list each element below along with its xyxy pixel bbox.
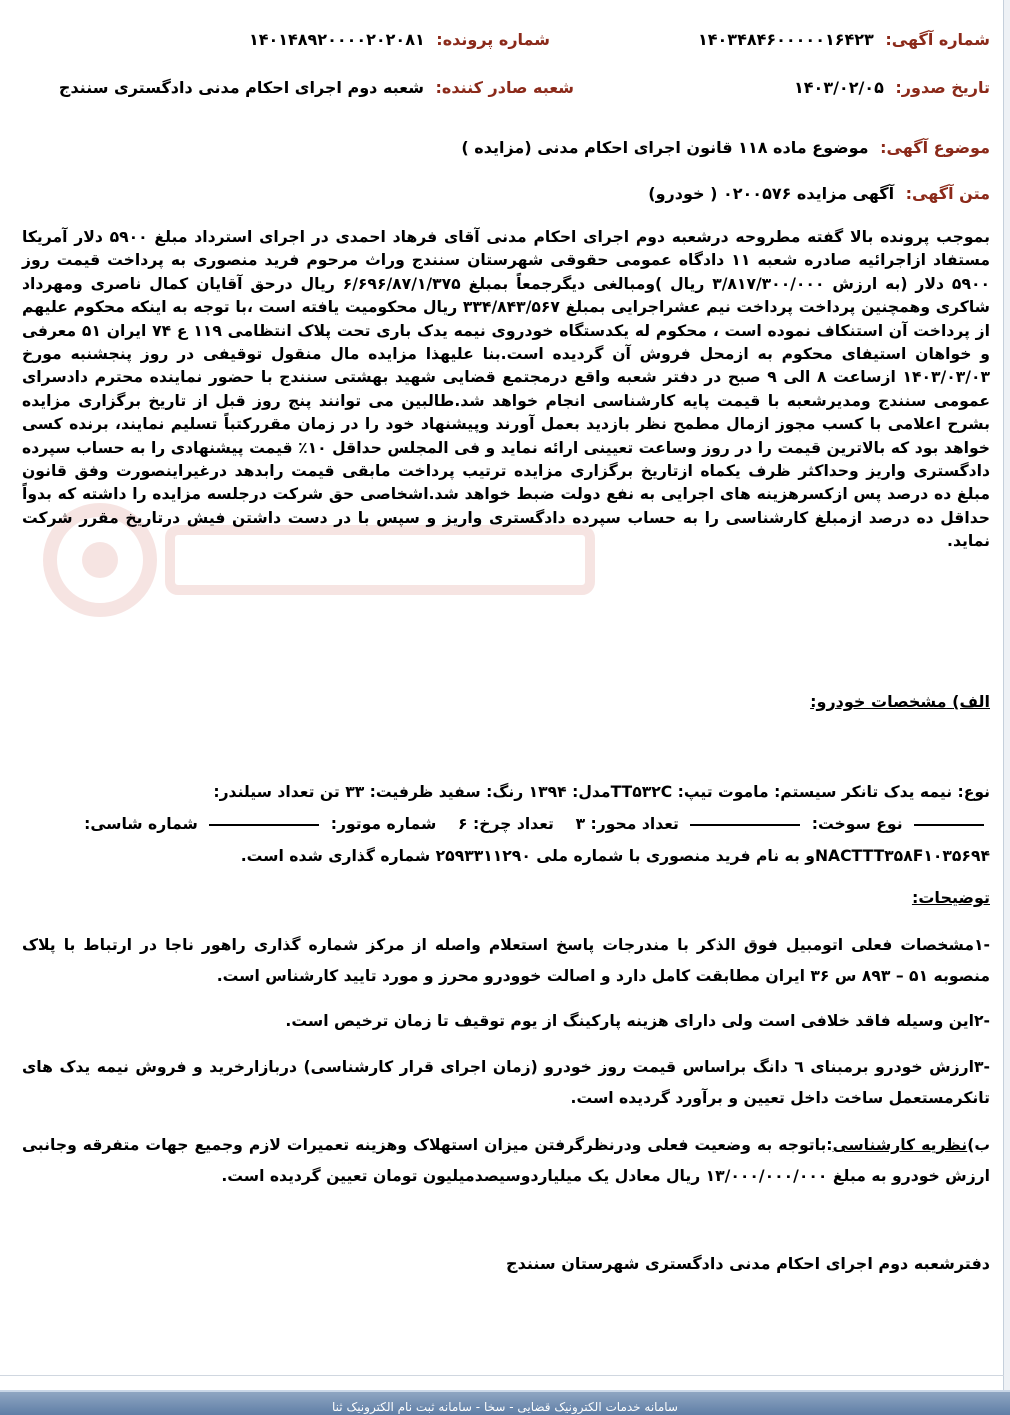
notes-title: توضیحات:: [911, 888, 990, 907]
bottom-bar: سامانه خدمات الکترونیک قضایی - سخا - سامانه ثبت نام الکترونیک ثنا: [0, 1390, 1010, 1415]
wheels: تعداد چرخ: ۶: [458, 815, 554, 833]
text-title: آگهی مزایده ۰۲۰۰۵۷۶ ( خودرو): [648, 184, 895, 203]
axles: تعداد محور: ۳: [575, 815, 679, 833]
issuer-label: شعبه صادر کننده:: [435, 78, 574, 97]
expert-prefix: ب): [967, 1136, 990, 1154]
case-number-row: [249, 30, 550, 49]
divider: [0, 1375, 1004, 1376]
expert-label: نظریه کارشناسی: [832, 1136, 968, 1154]
issue-date: ۱۴۰۳/۰۲/۰۵: [794, 78, 884, 97]
specs-title: [810, 692, 990, 711]
footer-office: دفترشعبه دوم اجرای احکام مدنی دادگستری شهرستان سنندج: [506, 1254, 990, 1273]
specs-title-text: مشخصات خودرو:: [810, 692, 947, 711]
spec-line-1: نوع: نیمه یدک تانکر سیستم: ماموت تیپ: TT۵۳۲Cمدل: ۱۳۹۴ رنگ: سفید ظرفیت: ۳۳ تن تعداد سیلندر:: [213, 783, 990, 801]
dash-fuel-left: [914, 824, 984, 826]
fuel-label: نوع سوخت:: [811, 815, 903, 833]
specs-title-prefix: الف): [952, 692, 990, 711]
text-label: متن آگهی:: [905, 184, 990, 203]
ad-number-label: شماره آگهی:: [885, 30, 990, 49]
notice-body: بموجب پرونده بالا گفته مطروحه درشعبه دوم اجرای احکام مدنی آقای فرهاد احمدی در اجرای استرداد مبلغ ۵۹۰۰ دلار آمریکا مستفاد ازاجرائیه صادره شعبه ۱۱ دادگاه عمومی حقوقی شهرستان سنندج وراث مرحوم فرید منصوری به پرداخت قیمت روز ۵۹۰۰ دلار (به ارزش ۳/۸۱۷/۳۰۰/۰۰۰ ریال )ومبالغی دیگرجمعاً بمبلغ ۶/۶۹۶/۸۷/۱/۳۷۵ ریال درحق آقایان کمال ناصری ومهرداد شاکری وهمچنین پرداخت پرداخت نیم عشراجرایی بمبلغ ۳۳۴/۸۴۳/۵۶۷ ریال محکومیت یافته است ،با توجه به اینکه محکوم علیهم از پرداخت آن استنکاف نموده است ، محکوم له یکدستگاه خودروی نیمه یدک باری تحت پلاک انتظامی ۱۱۹ ع ۷۴ ایران ۵۱ معرفی و خواهان استیفای محکوم به ازمحل فروش آن گردیده است.بنا علیهذا مزایده مال منقول توقیفی در روز پنجشنبه مورخ ۱۴۰۳/۰۳/۰۳ ازساعت ۸ الی ۹ صبح در دفتر شعبه واقع درمجتمع قضایی شهید بهشتی سنندج با حضور نماینده محترم دادسرای عمومی سنندج ومدیرشعبه با قیمت پایه کارشناسی انجام خواهد شد.طالبین می توانند پنج روز قبل از تاریخ برگزاری مزایده بشرح اعلامی با کسب مجوز ازمال مطمح نظر بازدید بعمل آورند وپیشنهاد خود را در زمان مقررکتباً تسلیم نمایند، برنده کسی خواهد بود که بالاترین قیمت را در روز وساعت تعیینی ارائه نماید و فی المجلس حداقل ۱۰٪ قیمت پیشنهادی را به حساب سپرده دادگستری واریز وحداکثر ظرف یکماه ازتاریخ برگزاری مزایده ترتیب پرداخت مابقی قیمت رابدهد درغیراینصورت وفق قانون مبلغ ده درصد پس ازکسرهزینه های اجرایی به نفع دولت ضبط خواهد شد.اشخاصی حق شرکت درجلسه مزایده را داشته که بدواً حداقل ده درصد ازمبلغ کارشناسی را به حساب سپرده دادگستری واریز و سپس با در دست داشتن فیش درتاریخ مقرر شرکت نماید.: [22, 228, 991, 551]
ad-number: ۱۴۰۳۴۸۴۶۰۰۰۰۰۱۶۴۲۳: [698, 30, 874, 49]
note-3: -۳ارزش خودرو برمبنای ٦ دانگ براساس قیمت روز خودرو (زمان اجرای قرار کارشناسی) دربازارخرید و فروش نیمه یدک های تانکرمستعمل ساخت داخل تعیین و برآورد گردیده است.: [22, 1058, 990, 1107]
spec-line-3: NACTTT۳۵۸F۱۰۳۵۶۹۴و به نام فرید منصوری با شماره ملی ۲۵۹۳۳۱۱۲۹۰ شماره گذاری شده است.: [240, 847, 990, 865]
case-number: ۱۴۰۱۴۸۹۲۰۰۰۰۲۰۲۰۸۱: [248, 30, 425, 49]
fuel-blank: [690, 824, 800, 826]
issue-date-label: تاریخ صدور:: [895, 78, 990, 97]
issue-date-row: [794, 78, 990, 97]
text-title-row: [648, 184, 990, 203]
chassis-label: شماره شاسی:: [84, 815, 198, 833]
note-2: -۲این وسیله فاقد خلافی است ولی دارای هزینه پارکینگ از یوم توقیف تا زمان ترخیص است.: [285, 1012, 990, 1030]
ad-number-row: [698, 30, 990, 49]
issuer-row: [59, 78, 574, 97]
subject-row: [461, 138, 990, 157]
issuer: شعبه دوم اجرای احکام مدنی دادگستری سنندج: [58, 78, 424, 97]
expert-text: :باتوجه به وضعیت فعلی ودرنظرگرفتن میزان استهلاک وهزینه تعمیرات لازم وجمیع جهات متفرقه وجانبی ارزش خودرو به مبلغ ۱۳/۰۰۰/۰۰۰/۰۰۰ ریال معادل یک میلیاردوسیصدمیلیون تومان تعیین گردیده است.: [22, 1136, 990, 1185]
engine-blank: [209, 824, 319, 826]
note-1: -۱مشخصات فعلی اتومبیل فوق الذکر با مندرجات پاسخ استعلام واصله از مرکز شماره گذاری راهور ناجا در ارتباط با پلاک منصوبه ۵۱ – ۸۹۳ س ۳۶ ایران مطابقت کامل دارد و اصالت خوودرو محرز و مورد تایید کارشناس است.: [22, 936, 990, 985]
right-border: [1003, 0, 1010, 1413]
expert-opinion: [22, 1130, 990, 1192]
case-number-label: شماره پرونده:: [436, 30, 550, 49]
subject-label: موضوع آگهی:: [880, 138, 990, 157]
engine-label: شماره موتور:: [330, 815, 437, 833]
spec-line-2: [22, 808, 990, 840]
subject: موضوع ماده ۱۱۸ قانون اجرای احکام مدنی (مزایده ): [461, 138, 869, 157]
